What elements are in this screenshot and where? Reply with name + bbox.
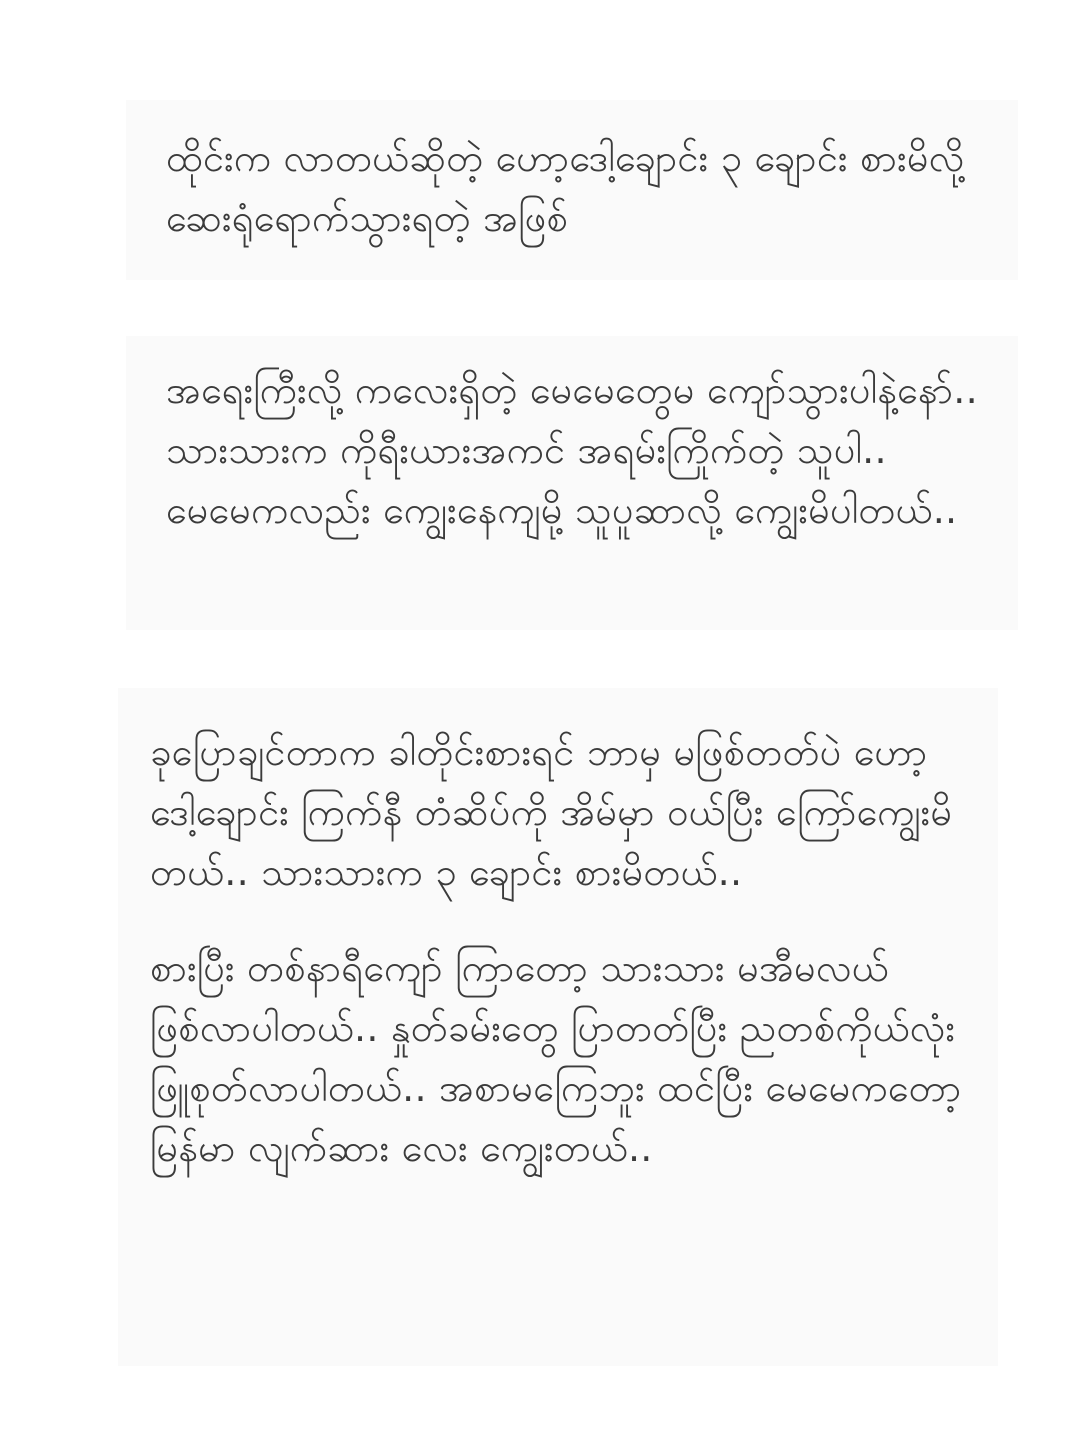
paragraph: အရေးကြီးလို့ ကလေးရှိတဲ့ မေမေတွေမ ကျော်သွားပါနဲ့နော်.. သားသားက ကိုရီးယားအကင် အရမ်းကြိုက်တဲ့ သူပါ.. မေမေကလည်း ကျွေးနေကျမို့ သူပူဆာလို့ ကျွေးမိပါတယ်.. [166, 368, 978, 532]
text-block-2 [126, 336, 1018, 630]
paragraph: ထိုင်းက လာတယ်ဆိုတဲ့ ဟော့ဒေါ့ချောင်း ၃ ချောင်း စားမိလို့ ဆေးရုံရောက်သွားရတဲ့ အဖြစ် [166, 136, 965, 240]
text-block-1 [126, 100, 1018, 280]
paragraph: စားပြီး တစ်နာရီကျော် ကြာတော့ သားသား မအီမလယ် ဖြစ်လာပါတယ်.. နှုတ်ခမ်းတွေ ပြာတတ်ပြီး ညတစ်ကိုယ်လုံး ဖြူစုတ်လာပါတယ်.. အစာမကြေဘူး ထင်ပြီး မေမေကတော့ မြန်မာ လျက်ဆား လေး ကျွေးတယ်.. [150, 946, 962, 1170]
text-block-3 [118, 688, 998, 1366]
paragraph: ခုပြောချင်တာက ခါတိုင်းစားရင် ဘာမှ မဖြစ်တတ်ပဲ ဟော့ဒေါ့ချောင်း ကြက်နီ တံဆိပ်ကို အိမ်မှာ ဝယ်ပြီး ကြော်ကျွေးမိတယ်.. သားသားက ၃ ချောင်း စားမိတယ်.. [150, 730, 953, 894]
